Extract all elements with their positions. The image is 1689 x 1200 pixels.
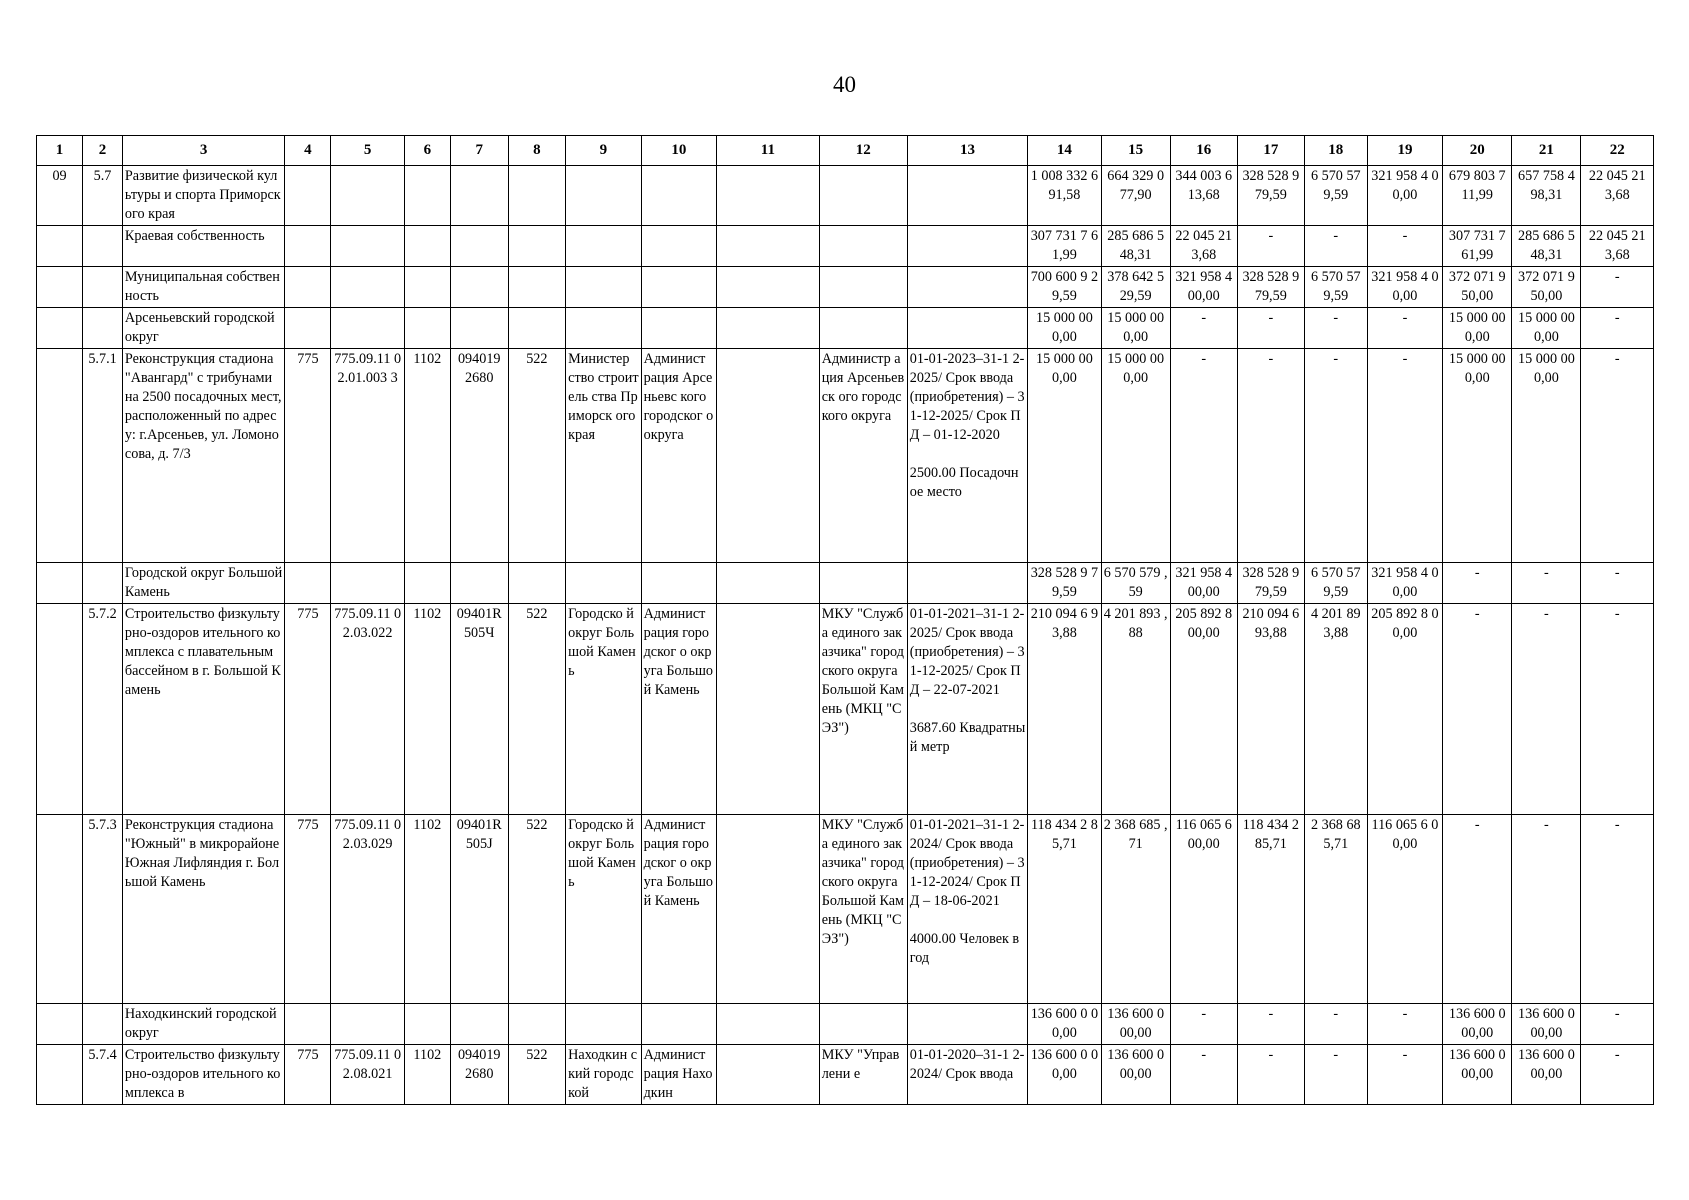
cell-col-6 (404, 563, 450, 604)
cell-col-4: 775 (285, 349, 331, 563)
cell-col-14: 15 000 00 0,00 (1028, 349, 1101, 563)
cell-col-13: 01-01-2023–31-1 2-2025/ Срок ввода (приобретения) – 31-12-2025/ Срок ПД – 01-12-2020 2500.00 Посадочное место (907, 349, 1028, 563)
cell-col-20: 15 000 00 0,00 (1443, 349, 1512, 563)
row-5-7-3 (37, 815, 1654, 1004)
column-header-15: 15 (1101, 136, 1170, 166)
cell-col-7 (450, 1004, 508, 1045)
cell-col-1 (37, 563, 83, 604)
cell-col-21: 15 000 00 0,00 (1512, 308, 1581, 349)
cell-col-3: Находкинский городской округ (122, 1004, 284, 1045)
cell-col-16: 321 958 4 00,00 (1170, 267, 1237, 308)
cell-col-19: 321 958 4 00,00 (1367, 166, 1442, 226)
column-header-4: 4 (285, 136, 331, 166)
cell-col-7 (450, 166, 508, 226)
cell-col-6 (404, 308, 450, 349)
cell-col-21: - (1512, 563, 1581, 604)
cell-col-7: 094019 2680 (450, 1045, 508, 1105)
cell-col-21: 136 600 0 00,00 (1512, 1004, 1581, 1045)
cell-col-15: 15 000 00 0,00 (1101, 308, 1170, 349)
cell-col-4: 775 (285, 1045, 331, 1105)
cell-col-3: Строительство физкультурно-оздоров ительного комплекса в (122, 1045, 284, 1105)
cell-col-21: 15 000 00 0,00 (1512, 349, 1581, 563)
cell-col-2 (83, 563, 123, 604)
cell-col-16: - (1170, 308, 1237, 349)
budget-table (36, 135, 1654, 1105)
cell-col-8 (508, 226, 566, 267)
cell-col-13: 01-01-2021–31-1 2-2025/ Срок ввода (приобретения) – 31-12-2025/ Срок ПД – 22-07-2021 3687.60 Квадратный метр (907, 604, 1028, 815)
column-header-10: 10 (641, 136, 716, 166)
cell-col-4 (285, 1004, 331, 1045)
cell-col-11 (717, 1045, 820, 1105)
cell-col-12 (819, 563, 907, 604)
cell-col-6: 1102 (404, 1045, 450, 1105)
column-header-21: 21 (1512, 136, 1581, 166)
cell-col-9: Городско й округ Большой Камень (566, 815, 641, 1004)
cell-col-9 (566, 267, 641, 308)
cell-col-2 (83, 308, 123, 349)
cell-col-18: - (1304, 1004, 1367, 1045)
cell-col-11 (717, 1004, 820, 1045)
cell-col-7: 09401R 505J (450, 815, 508, 1004)
cell-col-20: 679 803 7 11,99 (1443, 166, 1512, 226)
cell-col-20: 307 731 7 61,99 (1443, 226, 1512, 267)
cell-col-2: 5.7.3 (83, 815, 123, 1004)
cell-col-17: - (1237, 308, 1304, 349)
cell-col-4 (285, 166, 331, 226)
cell-col-14: 15 000 00 0,00 (1028, 308, 1101, 349)
cell-col-10: Админист рация Арсеньевс кого городског о округа (641, 349, 716, 563)
cell-col-10 (641, 226, 716, 267)
cell-col-7 (450, 226, 508, 267)
cell-col-17: 328 528 979,59 (1237, 563, 1304, 604)
cell-col-14: 328 528 9 79,59 (1028, 563, 1101, 604)
column-header-11: 11 (717, 136, 820, 166)
cell-col-20: - (1443, 604, 1512, 815)
cell-col-9 (566, 308, 641, 349)
cell-col-14: 118 434 2 85,71 (1028, 815, 1101, 1004)
cell-col-13: 01-01-2020–31-1 2-2024/ Срок ввода (907, 1045, 1028, 1105)
cell-col-4 (285, 563, 331, 604)
cell-col-4 (285, 308, 331, 349)
cell-col-17: 210 094 693,88 (1237, 604, 1304, 815)
cell-col-16: 116 065 6 00,00 (1170, 815, 1237, 1004)
cell-col-14: 136 600 0 00,00 (1028, 1004, 1101, 1045)
cell-col-1 (37, 1004, 83, 1045)
cell-col-5 (331, 267, 404, 308)
cell-col-8: 522 (508, 349, 566, 563)
cell-col-21: 136 600 0 00,00 (1512, 1045, 1581, 1105)
cell-col-2: 5.7.4 (83, 1045, 123, 1105)
column-header-13: 13 (907, 136, 1028, 166)
cell-col-3: Реконструкция стадиона "Южный" в микрорайоне Южная Лифляндия г. Большой Камень (122, 815, 284, 1004)
cell-col-19: - (1367, 349, 1442, 563)
cell-col-15: 136 600 0 00,00 (1101, 1004, 1170, 1045)
cell-col-22: - (1581, 815, 1654, 1004)
column-header-20: 20 (1443, 136, 1512, 166)
column-header-19: 19 (1367, 136, 1442, 166)
cell-col-11 (717, 308, 820, 349)
cell-col-2: 5.7.2 (83, 604, 123, 815)
cell-col-21: 372 071 9 50,00 (1512, 267, 1581, 308)
cell-col-1 (37, 267, 83, 308)
cell-col-20: 136 600 0 00,00 (1443, 1045, 1512, 1105)
column-header-16: 16 (1170, 136, 1237, 166)
cell-col-2 (83, 1004, 123, 1045)
cell-col-22: - (1581, 267, 1654, 308)
cell-col-19: 205 892 8 00,00 (1367, 604, 1442, 815)
cell-col-20: 15 000 00 0,00 (1443, 308, 1512, 349)
cell-col-6: 1102 (404, 815, 450, 1004)
cell-col-12 (819, 308, 907, 349)
cell-col-13 (907, 166, 1028, 226)
cell-col-5 (331, 563, 404, 604)
cell-col-12 (819, 267, 907, 308)
cell-col-6: 1102 (404, 349, 450, 563)
cell-col-6 (404, 267, 450, 308)
cell-col-14: 700 600 9 29,59 (1028, 267, 1101, 308)
cell-col-3: Арсеньевский городской округ (122, 308, 284, 349)
cell-col-17: - (1237, 349, 1304, 563)
cell-col-12: МКУ "Управлени е (819, 1045, 907, 1105)
cell-col-22: - (1581, 563, 1654, 604)
cell-col-11 (717, 604, 820, 815)
cell-col-3: Строительство физкультурно-оздоров ительного комплекса с плавательным бассейном в г. Большой Камень (122, 604, 284, 815)
page-number: 40 (833, 72, 856, 97)
cell-col-9 (566, 226, 641, 267)
cell-col-19: - (1367, 1045, 1442, 1105)
cell-col-8 (508, 267, 566, 308)
cell-col-9 (566, 1004, 641, 1045)
cell-col-10 (641, 308, 716, 349)
cell-col-20: - (1443, 563, 1512, 604)
cell-col-11 (717, 563, 820, 604)
column-header-18: 18 (1304, 136, 1367, 166)
column-header-22: 22 (1581, 136, 1654, 166)
cell-col-19: 116 065 6 00,00 (1367, 815, 1442, 1004)
cell-col-3: Муниципальная собственность (122, 267, 284, 308)
cell-col-4: 775 (285, 604, 331, 815)
cell-col-18: - (1304, 1045, 1367, 1105)
cell-col-19: 321 958 4 00,00 (1367, 267, 1442, 308)
cell-col-13 (907, 226, 1028, 267)
cell-col-5: 775.09.11 02.01.003 3 (331, 349, 404, 563)
cell-col-17: - (1237, 1004, 1304, 1045)
cell-col-1 (37, 604, 83, 815)
cell-col-22: - (1581, 308, 1654, 349)
cell-col-5: 775.09.11 02.08.021 (331, 1045, 404, 1105)
cell-col-16: 22 045 21 3,68 (1170, 226, 1237, 267)
cell-col-2: 5.7.1 (83, 349, 123, 563)
cell-col-16: 321 958 4 00,00 (1170, 563, 1237, 604)
cell-col-13 (907, 267, 1028, 308)
cell-col-13 (907, 308, 1028, 349)
cell-col-15: 2 368 685 ,71 (1101, 815, 1170, 1004)
cell-col-11 (717, 226, 820, 267)
column-header-17: 17 (1237, 136, 1304, 166)
cell-col-16: - (1170, 1004, 1237, 1045)
cell-col-10 (641, 267, 716, 308)
cell-col-7 (450, 563, 508, 604)
cell-col-10 (641, 166, 716, 226)
column-header-5: 5 (331, 136, 404, 166)
row-kraevaya (37, 226, 1654, 267)
cell-col-18: 2 368 68 5,71 (1304, 815, 1367, 1004)
cell-col-7: 09401R 505Ч (450, 604, 508, 815)
cell-col-22: - (1581, 349, 1654, 563)
cell-col-10: Админист рация Находкин (641, 1045, 716, 1105)
cell-col-19: 321 958 4 00,00 (1367, 563, 1442, 604)
row-5-7-1 (37, 349, 1654, 563)
cell-col-20: - (1443, 815, 1512, 1004)
cell-col-11 (717, 349, 820, 563)
cell-col-11 (717, 166, 820, 226)
cell-col-21: - (1512, 815, 1581, 1004)
cell-col-8: 522 (508, 815, 566, 1004)
column-header-3: 3 (122, 136, 284, 166)
cell-col-5 (331, 1004, 404, 1045)
cell-col-18: - (1304, 226, 1367, 267)
cell-col-19: - (1367, 1004, 1442, 1045)
header-row (37, 136, 1654, 166)
cell-col-7: 094019 2680 (450, 349, 508, 563)
cell-col-8 (508, 1004, 566, 1045)
cell-col-12: МКУ "Служба единого заказчика" городского округа Большой Камень (МКЦ "СЭЗ") (819, 815, 907, 1004)
cell-col-9: Городско й округ Большой Камень (566, 604, 641, 815)
cell-col-17: 328 528 979,59 (1237, 166, 1304, 226)
cell-col-1 (37, 1045, 83, 1105)
cell-col-4 (285, 267, 331, 308)
cell-col-3: Краевая собственность (122, 226, 284, 267)
cell-col-1 (37, 308, 83, 349)
cell-col-18: 6 570 57 9,59 (1304, 267, 1367, 308)
cell-col-3: Реконструкция стадиона "Авангард" с трибунами на 2500 посадочных мест, расположенный по адресу: г.Арсеньев, ул. Ломоносова, д. 7/3 (122, 349, 284, 563)
cell-col-11 (717, 267, 820, 308)
cell-col-12 (819, 166, 907, 226)
cell-col-22: - (1581, 1004, 1654, 1045)
cell-col-1: 09 (37, 166, 83, 226)
cell-col-13 (907, 563, 1028, 604)
cell-col-6: 1102 (404, 604, 450, 815)
cell-col-5: 775.09.11 02.03.029 (331, 815, 404, 1004)
cell-col-9: Находкин ский городской (566, 1045, 641, 1105)
cell-col-1 (37, 815, 83, 1004)
cell-col-14: 210 094 6 93,88 (1028, 604, 1101, 815)
cell-col-15: 664 329 0 77,90 (1101, 166, 1170, 226)
cell-col-18: 6 570 57 9,59 (1304, 563, 1367, 604)
cell-col-17: - (1237, 226, 1304, 267)
cell-col-10: Админист рация городског о округа Большой Камень (641, 604, 716, 815)
cell-col-2: 5.7 (83, 166, 123, 226)
cell-col-2 (83, 267, 123, 308)
cell-col-4 (285, 226, 331, 267)
cell-col-8 (508, 308, 566, 349)
column-header-12: 12 (819, 136, 907, 166)
cell-col-17: - (1237, 1045, 1304, 1105)
cell-col-15: 4 201 893 ,88 (1101, 604, 1170, 815)
cell-col-15: 136 600 0 00,00 (1101, 1045, 1170, 1105)
cell-col-15: 15 000 00 0,00 (1101, 349, 1170, 563)
cell-col-13: 01-01-2021–31-1 2-2024/ Срок ввода (приобретения) – 31-12-2024/ Срок ПД – 18-06-2021 4000.00 Человек в год (907, 815, 1028, 1004)
column-header-7: 7 (450, 136, 508, 166)
column-header-14: 14 (1028, 136, 1101, 166)
cell-col-7 (450, 267, 508, 308)
cell-col-16: 205 892 8 00,00 (1170, 604, 1237, 815)
row-municipal (37, 267, 1654, 308)
row-5-7-2 (37, 604, 1654, 815)
cell-col-9 (566, 563, 641, 604)
column-header-2: 2 (83, 136, 123, 166)
row-5-7-4 (37, 1045, 1654, 1105)
cell-col-12: Администр ация Арсеньевск ого городского округа (819, 349, 907, 563)
cell-col-1 (37, 349, 83, 563)
cell-col-18: 4 201 89 3,88 (1304, 604, 1367, 815)
cell-col-17: 328 528 979,59 (1237, 267, 1304, 308)
cell-col-22: - (1581, 604, 1654, 815)
cell-col-22: 22 045 21 3,68 (1581, 226, 1654, 267)
cell-col-10 (641, 1004, 716, 1045)
cell-col-6 (404, 166, 450, 226)
cell-col-15: 6 570 579 ,59 (1101, 563, 1170, 604)
cell-col-20: 136 600 0 00,00 (1443, 1004, 1512, 1045)
cell-col-6 (404, 1004, 450, 1045)
cell-col-22: - (1581, 1045, 1654, 1105)
cell-col-3: Городской округ Большой Камень (122, 563, 284, 604)
cell-col-9: Министер ство строитель ства Приморск ого края (566, 349, 641, 563)
cell-col-2 (83, 226, 123, 267)
cell-col-18: - (1304, 308, 1367, 349)
cell-col-16: - (1170, 349, 1237, 563)
row-5-7 (37, 166, 1654, 226)
cell-col-8 (508, 563, 566, 604)
cell-col-8: 522 (508, 1045, 566, 1105)
cell-col-10: Админист рация городског о округа Большой Камень (641, 815, 716, 1004)
cell-col-12 (819, 226, 907, 267)
row-bolshoy-kamen (37, 563, 1654, 604)
cell-col-19: - (1367, 308, 1442, 349)
cell-col-21: 657 758 4 98,31 (1512, 166, 1581, 226)
cell-col-6 (404, 226, 450, 267)
cell-col-7 (450, 308, 508, 349)
cell-col-22: 22 045 21 3,68 (1581, 166, 1654, 226)
cell-col-5 (331, 166, 404, 226)
cell-col-17: 118 434 285,71 (1237, 815, 1304, 1004)
cell-col-13 (907, 1004, 1028, 1045)
cell-col-20: 372 071 9 50,00 (1443, 267, 1512, 308)
cell-col-21: 285 686 5 48,31 (1512, 226, 1581, 267)
cell-col-12: МКУ "Служба единого заказчика" городского округа Большой Камень (МКЦ "СЭЗ") (819, 604, 907, 815)
cell-col-8 (508, 166, 566, 226)
cell-col-14: 307 731 7 61,99 (1028, 226, 1101, 267)
cell-col-8: 522 (508, 604, 566, 815)
cell-col-9 (566, 166, 641, 226)
cell-col-1 (37, 226, 83, 267)
cell-col-19: - (1367, 226, 1442, 267)
row-arsenev (37, 308, 1654, 349)
cell-col-3: Развитие физической культуры и спорта Приморского края (122, 166, 284, 226)
cell-col-16: - (1170, 1045, 1237, 1105)
cell-col-11 (717, 815, 820, 1004)
cell-col-15: 285 686 5 48,31 (1101, 226, 1170, 267)
cell-col-12 (819, 1004, 907, 1045)
cell-col-14: 136 600 0 00,00 (1028, 1045, 1101, 1105)
cell-col-16: 344 003 6 13,68 (1170, 166, 1237, 226)
column-header-1: 1 (37, 136, 83, 166)
cell-col-21: - (1512, 604, 1581, 815)
cell-col-14: 1 008 332 691,58 (1028, 166, 1101, 226)
cell-col-5 (331, 308, 404, 349)
row-nakhodka (37, 1004, 1654, 1045)
cell-col-18: 6 570 57 9,59 (1304, 166, 1367, 226)
column-header-6: 6 (404, 136, 450, 166)
cell-col-4: 775 (285, 815, 331, 1004)
cell-col-18: - (1304, 349, 1367, 563)
column-header-9: 9 (566, 136, 641, 166)
cell-col-15: 378 642 5 29,59 (1101, 267, 1170, 308)
cell-col-5: 775.09.11 02.03.022 (331, 604, 404, 815)
cell-col-10 (641, 563, 716, 604)
cell-col-5 (331, 226, 404, 267)
column-header-8: 8 (508, 136, 566, 166)
